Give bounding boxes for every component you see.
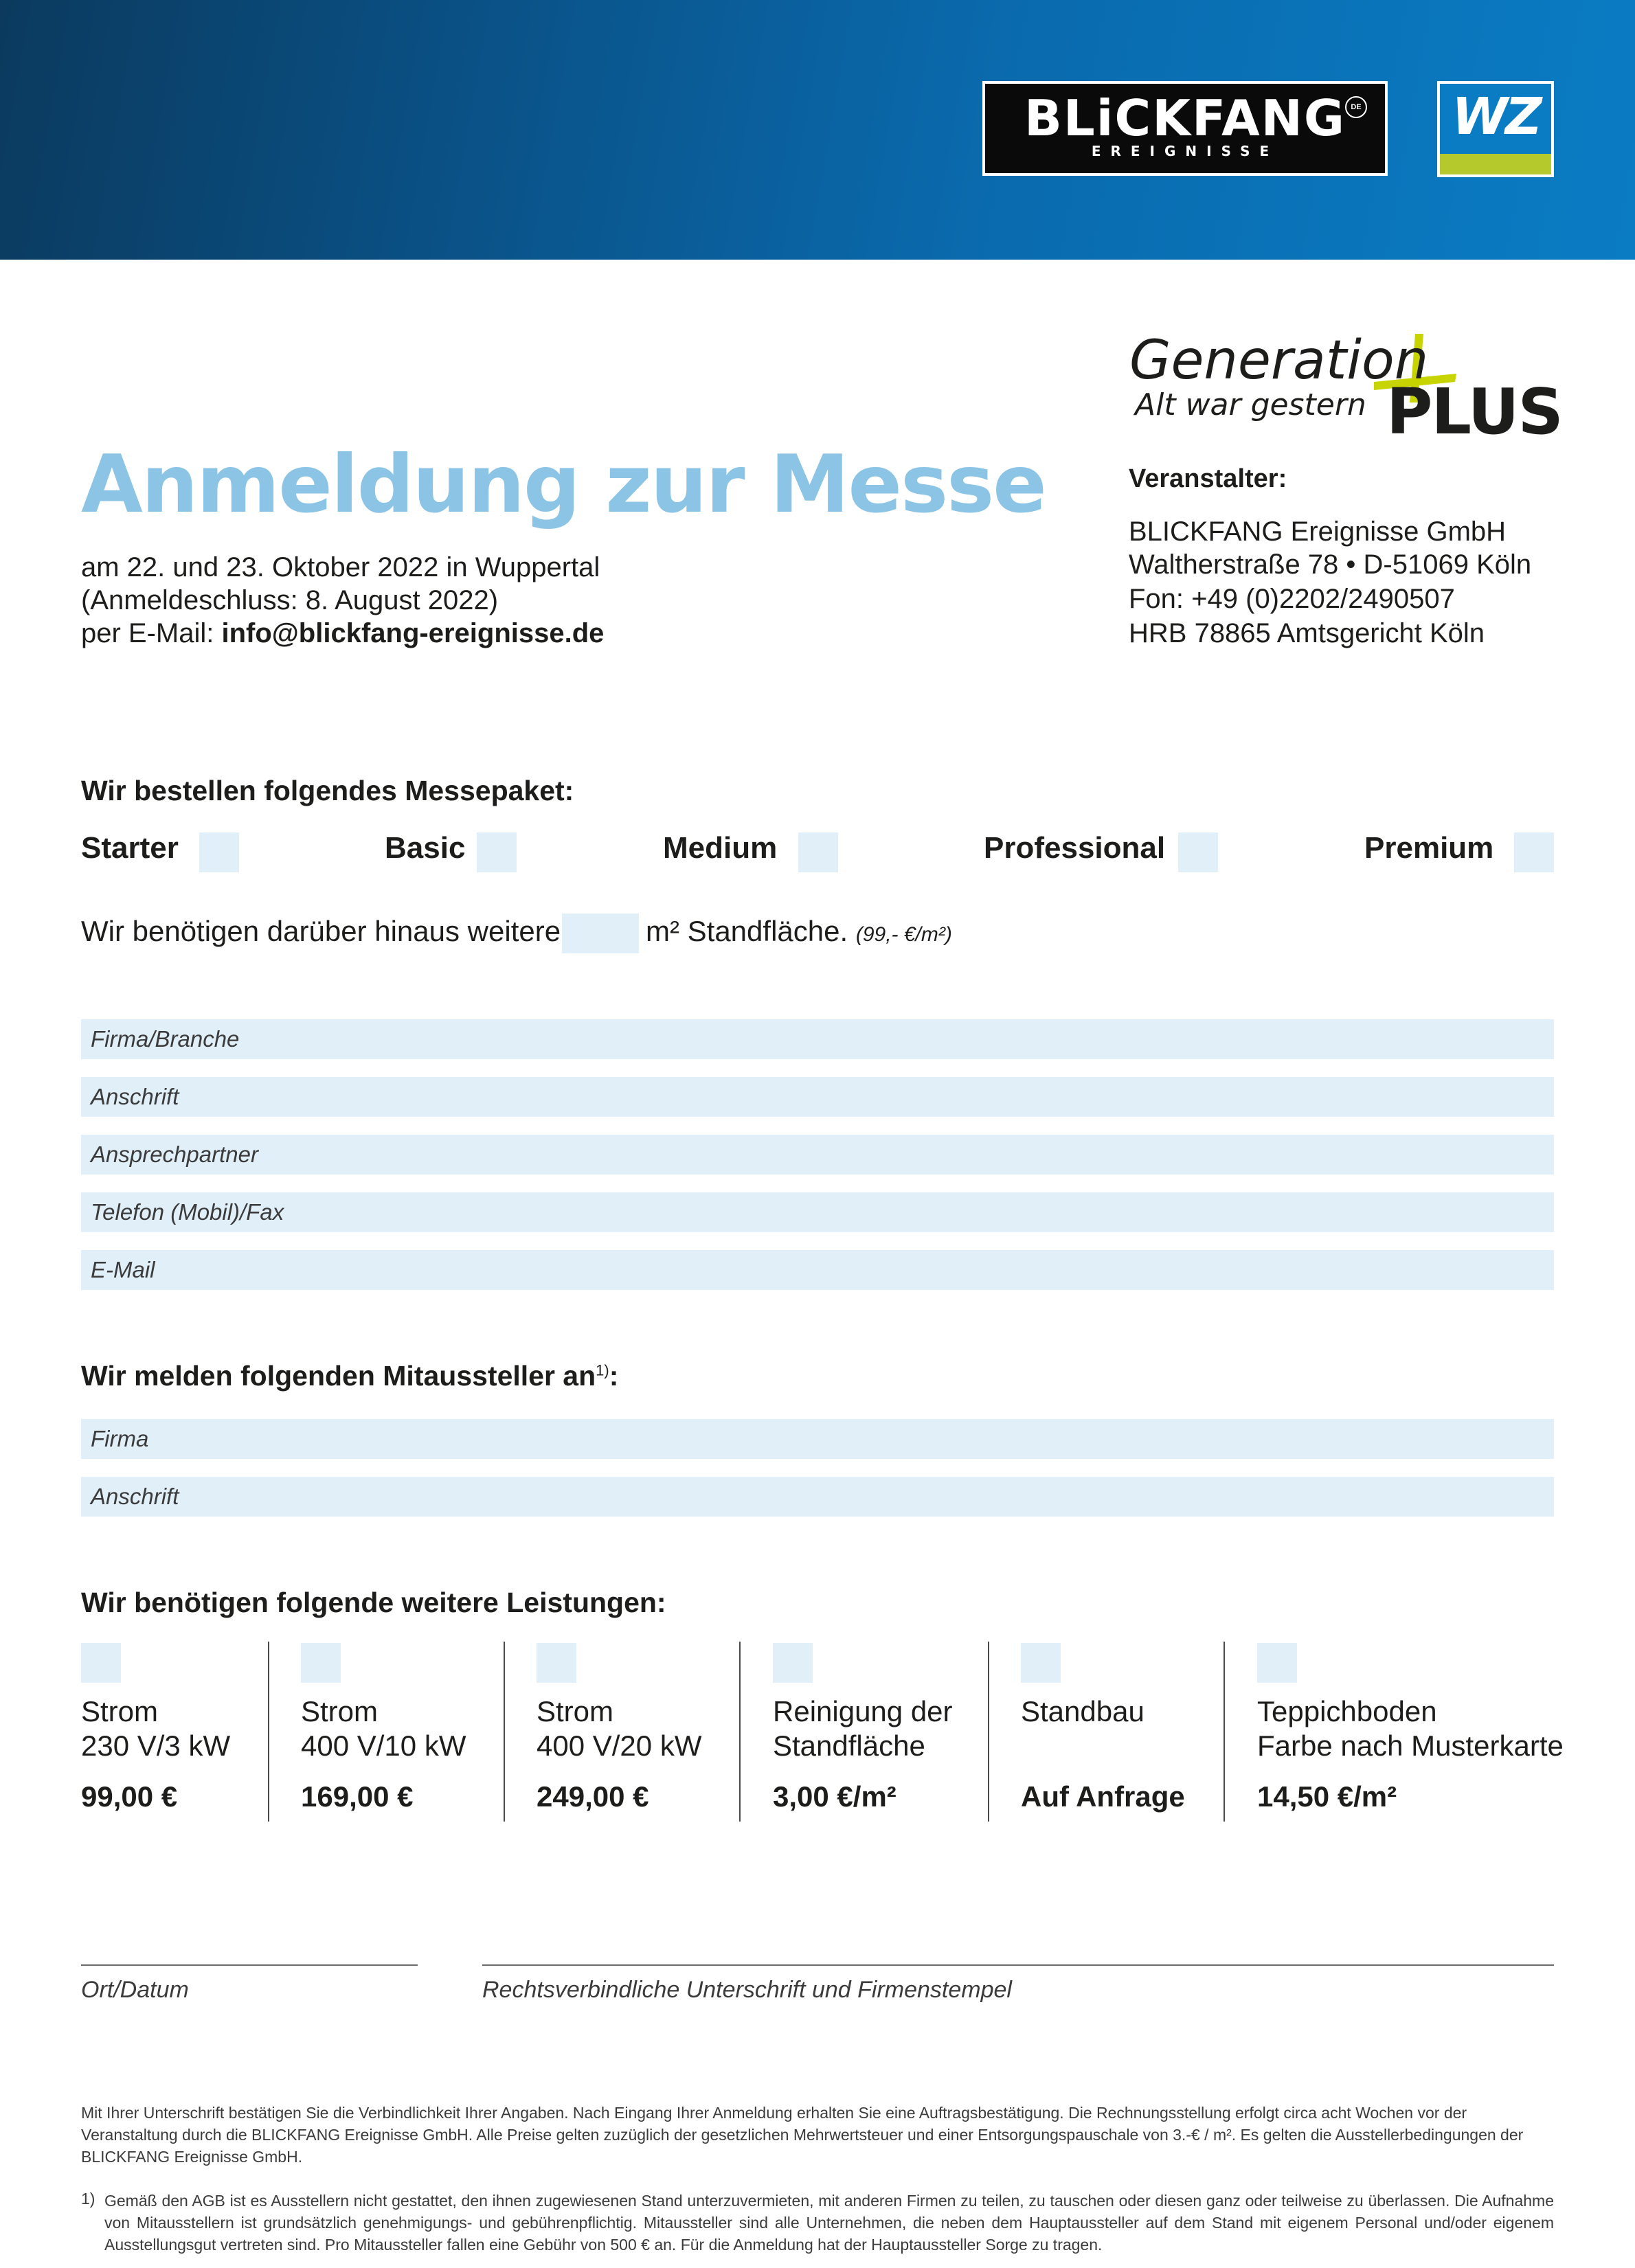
field-label: Firma [91, 1426, 149, 1451]
field-address[interactable] [81, 1077, 1554, 1117]
field-label: Ansprechpartner [91, 1142, 258, 1167]
service-name: Strom [537, 1695, 614, 1727]
package-professional-label: Professional [984, 831, 1166, 865]
signature-line[interactable] [482, 1964, 1554, 1966]
package-premium-label: Premium [1364, 831, 1494, 865]
wz-logo-text: WZ [1452, 87, 1540, 146]
package-starter-label: Starter [81, 831, 179, 865]
organizer-label: Veranstalter: [1129, 464, 1287, 493]
service-detail: 400 V/20 kW [537, 1730, 702, 1762]
service-price: Auf Anfrage [1021, 1780, 1185, 1813]
co-exhibitor-heading-end: : [609, 1360, 619, 1392]
field-label: Telefon (Mobil)/Fax [91, 1199, 284, 1225]
field-contact-person[interactable] [81, 1135, 1554, 1175]
service-divider [504, 1642, 505, 1822]
generation-plus-word: PLUS [1386, 375, 1562, 449]
service-divider [739, 1642, 741, 1822]
organizer-register: HRB 78865 Amtsgericht Köln [1129, 618, 1485, 648]
package-medium-label: Medium [663, 831, 778, 865]
email-prefix: per E-Mail: [81, 618, 222, 648]
field-co-exhibitor-address[interactable] [81, 1477, 1554, 1517]
service-price: 3,00 €/m² [773, 1780, 897, 1813]
service-name: Standbau [1021, 1695, 1144, 1727]
package-professional-checkbox[interactable] [1178, 832, 1218, 872]
package-medium-checkbox[interactable] [798, 832, 838, 872]
service-checkbox[interactable] [773, 1643, 813, 1683]
fine-print: Mit Ihrer Unterschrift bestätigen Sie die Verbindlichkeit Ihrer Angaben. Nach Eingang Ihrer Anmeldung erhalten Sie eine Auftragsbestätigung. Die Rechnungsstellung erfolgt circa acht Wochen vor der Veranstaltung durch die BLICKFANG Ereignisse GmbH. Alle Preise gelten zuzüglich der gesetzlichen Mehrwertsteuer und einer Entsorgungspauschale von 3.-€ / m². Es gelten die Ausstellerbedingungen der BLICKFANG Ereignisse GmbH. [81, 2104, 1524, 2166]
package-basic-label: Basic [385, 831, 466, 865]
place-date-line[interactable] [81, 1964, 418, 1966]
extra-space-suffix-line [646, 915, 952, 948]
email-line [81, 617, 604, 650]
service-name: Teppichboden [1257, 1695, 1437, 1727]
service-checkbox[interactable] [537, 1643, 576, 1683]
signature-label: Rechtsverbindliche Unterschrift und Firmenstempel [482, 1977, 1012, 2003]
field-co-exhibitor-company[interactable] [81, 1419, 1554, 1459]
blickfang-logo [982, 81, 1388, 176]
service-checkbox[interactable] [1021, 1643, 1061, 1683]
service-checkbox[interactable] [301, 1643, 341, 1683]
extra-space-suffix: m² Standfläche. [646, 915, 848, 947]
field-label: Firma/Branche [91, 1026, 240, 1052]
footnote-number: 1) [81, 2190, 95, 2208]
field-company-industry[interactable] [81, 1019, 1554, 1059]
service-price: 99,00 € [81, 1780, 178, 1813]
blickfang-logo-sub: EREIGNISSE [1091, 143, 1279, 159]
service-checkbox[interactable] [81, 1643, 121, 1683]
field-label: Anschrift [91, 1484, 179, 1509]
service-detail: Standfläche [773, 1730, 925, 1762]
extra-space-input[interactable] [562, 914, 639, 953]
organizer-phone: Fon: +49 (0)2202/2490507 [1129, 584, 1455, 614]
service-checkbox[interactable] [1257, 1643, 1297, 1683]
place-date-label: Ort/Datum [81, 1977, 189, 2003]
blickfang-logo-badge: DE [1345, 96, 1367, 118]
event-date: am 22. und 23. Oktober 2022 in Wuppertal [81, 552, 600, 582]
registration-deadline: (Anmeldeschluss: 8. August 2022) [81, 585, 499, 615]
footnote-text: Gemäß den AGB ist es Ausstellern nicht gestattet, den ihnen zugewiesenen Stand unterzuvermieten, mit anderen Firmen zu teilen, zu tauschen oder diesen ganz oder teilweise zu überlassen. Die Aufnahme von Mitausstellern ist grundsätzlich genehmigungs- und gebührenpflichtig. Mitaussteller sind alle Unternehmen, die neben dem Hauptaussteller auf dem Stand mit eigenem Personal und/oder eigenem Ausstellungsgut vertreten sind. Pro Mitaussteller fallen eine Gebühr von 500 € an. Für die Anmeldung hat der Hauptaussteller Sorge zu tragen. [104, 2192, 1554, 2254]
wz-logo-bar [1440, 154, 1551, 174]
package-basic-checkbox[interactable] [477, 832, 517, 872]
co-exhibitor-heading-text: Wir melden folgenden Mitaussteller an [81, 1360, 596, 1392]
package-premium-checkbox[interactable] [1514, 832, 1554, 872]
header-band [0, 0, 1635, 260]
field-label: E-Mail [91, 1257, 155, 1282]
blickfang-logo-main: BLiCKFANG [1024, 89, 1346, 147]
service-detail: Farbe nach Musterkarte [1257, 1730, 1564, 1762]
service-divider [988, 1642, 989, 1822]
service-divider [268, 1642, 269, 1822]
wz-logo [1437, 81, 1554, 177]
field-label: Anschrift [91, 1084, 179, 1109]
packages-heading: Wir bestellen folgendes Messepaket: [81, 775, 574, 806]
extra-space-price-note: (99,- €/m²) [855, 923, 952, 946]
field-phone-fax[interactable] [81, 1192, 1554, 1232]
organizer-address: Waltherstraße 78 • D-51069 Köln [1129, 549, 1532, 580]
generation-tagline: Alt war gestern [1135, 387, 1366, 422]
service-price: 14,50 €/m² [1257, 1780, 1397, 1813]
package-starter-checkbox[interactable] [199, 832, 239, 872]
services-heading: Wir benötigen folgende weitere Leistungen: [81, 1587, 666, 1618]
field-email[interactable] [81, 1250, 1554, 1290]
page-title: Anmeldung zur Messe [81, 438, 1046, 531]
service-name: Reinigung der [773, 1695, 953, 1727]
service-price: 169,00 € [301, 1780, 414, 1813]
service-price: 249,00 € [537, 1780, 649, 1813]
service-name: Strom [301, 1695, 379, 1727]
organizer-name: BLICKFANG Ereignisse GmbH [1129, 517, 1507, 547]
service-detail: 400 V/10 kW [301, 1730, 466, 1762]
co-exhibitor-heading [81, 1360, 618, 1392]
service-detail: 230 V/3 kW [81, 1730, 231, 1762]
service-divider [1224, 1642, 1225, 1822]
service-name: Strom [81, 1695, 159, 1727]
email-link[interactable]: info@blickfang-ereignisse.de [221, 618, 605, 648]
generation-word: Generation [1129, 330, 1429, 392]
extra-space-prefix: Wir benötigen darüber hinaus weitere [81, 915, 561, 947]
generation-plus-logo [1127, 330, 1562, 449]
footnote-mark: 1) [596, 1361, 609, 1379]
